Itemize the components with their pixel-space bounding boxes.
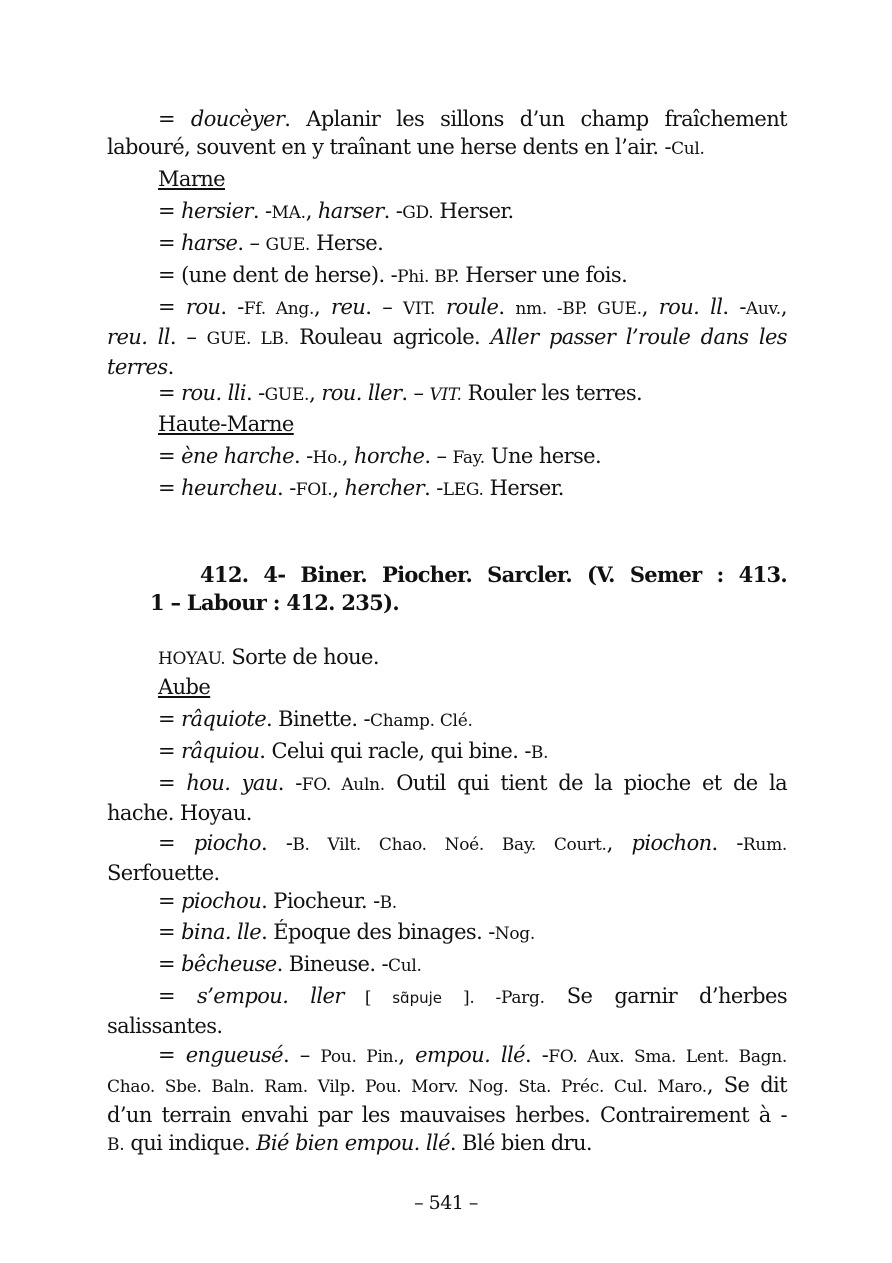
entry-hoyau: HOYAU. Sorte de houe. <box>158 645 379 669</box>
entry-heurcheu: = heurcheu. -FOI., hercher. -LEG. Herser. <box>158 476 564 500</box>
entry-ene-harche: = ène harche. -Ho., horche. – Fay. Une herse. <box>158 444 602 468</box>
entry-piocho: = piocho. -B. Vilt. Chao. Noé. Bay. Court., piochon. -Rum. Serfouette. <box>107 831 787 885</box>
entry-harse: = harse. – GUE. Herse. <box>158 231 384 255</box>
entry-becheuse: = bêcheuse. Bineuse. -Cul. <box>158 952 422 976</box>
entry-piochou: = piochou. Piocheur. -B. <box>158 889 397 913</box>
entry-hou-yau: = hou. yau. -FO. Auln. Outil qui tient de la pioche et de la hache. Hoyau. <box>107 771 788 825</box>
entry-rou-lli: = rou. lli. -GUE., rou. ller. – VIT. Rouler les terres. <box>158 381 643 405</box>
entry-raquiou: = râquiou. Celui qui racle, qui bine. -B. <box>158 739 549 763</box>
entry-bina-lle: = bina. lle. Époque des binages. -Nog. <box>158 920 535 944</box>
entry-dent-de-herse: = (une dent de herse). -Phi. BP. Herser une fois. <box>158 263 628 287</box>
entry-hersier: = hersier. -MA., harser. -GD. Herser. <box>158 199 514 223</box>
entry-engueuse: = engueusé. – Pou. Pin., empou. llé. -FO. Aux. Sma. Lent. Bagn. Chao. Sbe. Baln. Ram. Vilp. Pou. Morv. Nog. Sta. Préc. Cul. Maro., Se dit d’un terrain envahi par les mauvaises herbes. Contrairement à - B. qui indique. Bié bien empou. llé. Blé bien dru. <box>107 1043 787 1155</box>
heading-marne: Marne <box>158 167 226 191</box>
entry-doucever: = doucèyer. Aplanir les sillons d’un champ fraîchement labouré, souvent en y traînant une herse dents en l’air. -Cul. <box>107 107 787 159</box>
section-title: 412. 4- Biner. Piocher. Sarcler. (V. Semer : 413. 1 – Labour : 412. 235). <box>150 562 787 615</box>
heading-aube: Aube <box>158 675 211 699</box>
entry-raquiote: = râquiote. Binette. -Champ. Clé. <box>158 707 473 731</box>
entry-sempou-ller: = s’empou. ller [ sɑ̃puje ]. -Parg. Se garnir d’herbes salissantes. <box>107 984 787 1038</box>
heading-haute-marne: Haute-Marne <box>158 412 294 436</box>
entry-rou: = rou. -Ff. Ang., reu. – VIT. roule. nm. -BP. GUE., rou. ll. -Auv., reu. ll. – GUE. LB. Rouleau agricole. Aller passer l’roule dans les terres. <box>107 295 787 379</box>
page-number: – 541 – <box>414 1192 478 1214</box>
